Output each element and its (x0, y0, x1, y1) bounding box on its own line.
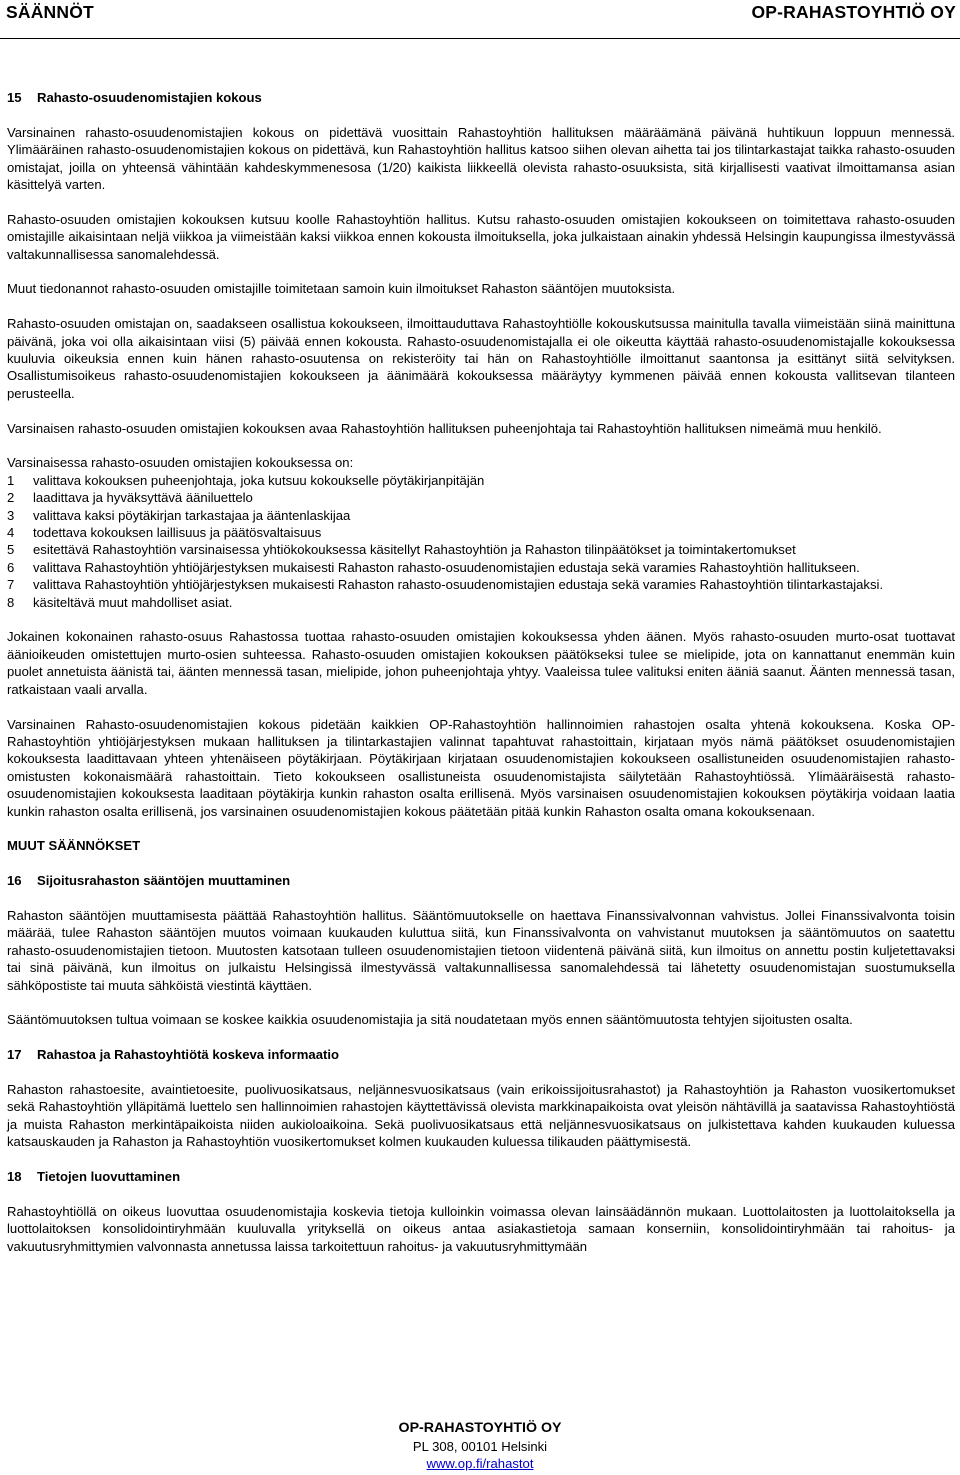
list-item: 7 valittava Rahastoyhtiön yhtiöjärjestyksen mukaisesti Rahaston rahasto-osuudenomistajien edustaja sekä varamies Rahastoyhtiön tilintarkastajaksi. (7, 577, 884, 593)
list-item: 2 laadittava ja hyväksyttävä ääniluettelo (7, 490, 253, 506)
other-rules-heading: MUUT SÄÄNNÖKSET (7, 838, 141, 854)
footer-website-link[interactable]: www.op.fi/rahastot (426, 1456, 534, 1472)
paragraph: Jokainen kokonainen rahasto-osuus Rahastossa tuottaa rahasto-osuuden omistajien kokouksessa yhden äänen. Myös rahasto-osuuden murto-osat tuottavat äänioikeuden omistettujen murto-osien suhteessa. Rahasto-osuuden omistajien kokouksen päätökseksi tulee se mielipide, jota on kannattanut enemmän kuin puolet annetuista äänistä tai, äänten mennessä tasan, mielipide, johon puheenjohtaja yhtyy. Vaaleissa tulee valituksi eniten ääniä saanut. Äänten mennessä tasan, ratkaistaan vaali arvalla. (7, 629, 955, 697)
document-type-label: SÄÄNNÖT (6, 2, 94, 22)
paragraph: Sääntömuutoksen tultua voimaan se koskee kaikkia osuudenomistajia ja sitä noudatetaan myös ennen sääntömuutosta tehtyjen sijoitusten osalta. (7, 1012, 853, 1028)
paragraph: Muut tiedonannot rahasto-osuuden omistajille toimitetaan samoin kuin ilmoitukset Rahaston sääntöjen muutoksista. (7, 281, 676, 297)
paragraph: Varsinainen Rahasto-osuudenomistajien kokous pidetään kaikkien OP-Rahastoyhtiön hallinnoimien rahastojen osalta yhtenä kokouksena. Koska OP-Rahastoyhtiön yhtiöjärjestyksen mukaan hallituksen ja tilintarkastajien valinnat tapahtuvat rahastoittain, kirjataan myös nämä päätökset osuudenomistajien kokouksesta laadittavaan yhteen yhtenäiseen pöytäkirjaan. Pöytäkirjaan kirjataan osuudenomistajien kokoukseen osallistuneiden osuudenomistajien rahasto-omistusten kokonaismäärä rahastoittain. Tieto kokoukseen osallistuneista osuudenomistajista säilytetään Rahastoyhtiössä. Ylimääräisestä rahasto-osuudenomistajien kokouksesta laaditaan pöytäkirja kunkin rahaston osalta erillisenä. Myös varsinaisen osuudenomistajien kokouksen pöytäkirja voidaan laatia kunkin rahaston osalta erillisenä, jos varsinainen osuudenomistajien kokous päätetään pitää kunkin Rahaston osalta omana kokouksenaan. (7, 716, 955, 819)
list-item: 3 valittava kaksi pöytäkirjan tarkastajaa ja ääntenlaskijaa (7, 507, 351, 523)
list-item: 6 valittava Rahastoyhtiön yhtiöjärjestyksen mukaisesti Rahaston rahasto-osuudenomistajien edustaja sekä varamies Rahastoyhtiön hallitukseen. (7, 559, 860, 575)
footer-address: PL 308, 00101 Helsinki (412, 1438, 548, 1454)
list-item: 4 todettava kokouksen laillisuus ja päätösvaltaisuus (7, 525, 322, 541)
company-name-header: OP-RAHASTOYHTIÖ OY (751, 2, 956, 22)
agenda-list (7, 454, 955, 611)
paragraph: Rahastoyhtiöllä on oikeus luovuttaa osuudenomistajia koskevia tietoja kulloinkin voimassa olevan lainsäädännön mukaan. Luottolaitosten ja luottolaitoksella ja luottolaitoksen konsolidointiryhmään kuuluvalla yrityksellä on oikeus antaa asiakastietoja samaan konserniin, konsolidointiryhmään tai rahoitus- ja vakuutusryhmittymien valvonnasta annetussa laissa tarkoitettuun rahoitus- ja vakuutusryhmittymään (7, 1203, 955, 1254)
section-15-heading: 15 Rahasto-osuudenomistajien kokous (7, 90, 262, 105)
agenda-list-intro: Varsinaisessa rahasto-osuuden omistajien kokouksessa on: (7, 455, 354, 471)
paragraph: Rahasto-osuuden omistajan on, saadakseen osallistua kokoukseen, ilmoittauduttava Rahastoyhtiölle kokouskutsussa mainitulla tavalla viimeistään siinä mainittuna päivänä, joka voi olla aikaisintaan viisi (5) päivää ennen kokousta. Rahasto-osuudenomistajalla ei ole oikeutta käyttää rahasto-osuudenomistajalle kokouksessa kuuluvia oikeuksia ennen kuin hänen rahasto-osuutensa on rekisteröity tai hän on Rahastoyhtiölle ilmoittanut saantonsa ja esittänyt siitä selvityksen. Osallistumisoikeus rahasto-osuudenomistajien kokoukseen ja äänimäärä kokouksessa määräytyy kymmenen päivää ennen kokousta vallitsevan tilanteen perusteella. (7, 316, 955, 401)
paragraph: Rahaston rahastoesite, avaintietoesite, puolivuosikatsaus, neljännesvuosikatsaus (vain erikoissijoitusrahastot) ja Rahastoyhtiön ja Rahaston vuosikertomukset sekä Rahastoyhtiön ylläpitämä luettelo sen hallinnoimien rahastojen käyttettävissä olevista markkinapaikoista ovat yleisön nähtävillä ja saatavissa Rahastoyhtiöstä ja muista Rahaston merkintäpaikoista niiden aukioloaikoina. Sekä puolivuosikatsaus että neljännesvuosikatsaus on julkistettava kahden kuukauden kuluessa katsauskauden ja Rahaston ja Rahastoyhtiön vuosikertomukset kolmen kuukauden kuluessa tilikauden päättymisestä. (7, 1081, 955, 1150)
page-footer (0, 1420, 960, 1473)
list-item: 1 valittava kokouksen puheenjohtaja, joka kutsuu kokoukselle pöytäkirjanpitäjän (7, 472, 485, 488)
paragraph: Varsinainen rahasto-osuudenomistajien kokous on pidettävä vuosittain Rahastoyhtiön hallituksen määräämänä päivänä huhtikuun loppuun mennessä. Ylimääräinen rahasto-osuudenomistajien kokous on pidettävä, kun Rahastoyhtiön hallitus katsoo siihen olevan aihetta tai jos tilintarkastajat taikka rahasto-osuuden omistajat, joilla on yhteensä vähintään kahdeskymmenesosa (1/20) kaikista liikkeellä olevista rahasto-osuuksista, sitä kirjallisesti vaativat ilmoittamansa asian käsittelyä varten. (7, 124, 955, 193)
document-body (7, 89, 955, 1272)
section-18-heading: 18 Tietojen luovuttaminen (7, 1168, 181, 1184)
footer-company: OP-RAHASTOYHTIÖ OY (398, 1420, 562, 1436)
section-16-heading: 16 Sijoitusrahaston sääntöjen muuttaminen (7, 873, 291, 889)
paragraph: Varsinaisen rahasto-osuuden omistajien kokouksen avaa Rahastoyhtiön hallituksen puheenjohtaja tai Rahastoyhtiön hallituksen nimeämä muu henkilö. (7, 420, 882, 436)
paragraph: Rahaston sääntöjen muuttamisesta päättää Rahastoyhtiön hallitus. Sääntömuutokselle on haettava Finanssivalvonnan vahvistus. Jollei Finanssivalvonta toisin määrää, tulee Rahaston sääntöjen muutos voimaan kuukauden kuluttua siitä, kun Finanssivalvonta on vahvistanut muutoksen ja sääntömuutos on saatettu rahasto-osuudenomistajien tietoon. Muutosten katsotaan tulleen osuudenomistajien tietoon viidentenä päivänä siitä, kun ilmoitus on annettu postin kuljetettavaksi tai sinä päivänä, kun ilmoitus on julkaistu Helsingissä ilmestyvässä valtakunnallisessa sanomalehdessä tai lähetetty osuudenomistajan suostumuksella sähköpostiste tai muuta sähköistä viestintä käyttäen. (7, 907, 955, 993)
page-header (0, 0, 960, 36)
section-17-heading: 17 Rahastoa ja Rahastoyhtiötä koskeva informaatio (7, 1047, 339, 1063)
list-item: 5 esitettävä Rahastoyhtiön varsinaisessa yhtiökokouksessa käsitellyt Rahastoyhtiön ja Rahaston tilinpäätökset ja toimintakertomukset (7, 542, 796, 558)
paragraph: Rahasto-osuuden omistajien kokouksen kutsuu koolle Rahastoyhtiön hallitus. Kutsu rahasto-osuuden omistajien kokoukseen on toimitettava rahasto-osuuden omistajille aikaisintaan neljä viikkoa ja viimeistään kaksi viikkoa ennen kokousta ilmoituksella, joka julkaistaan ainakin yhdessä Helsingin kaupungissa ilmestyvässä valtakunnallisessa sanomalehdessä. (7, 211, 955, 262)
header-divider (0, 38, 960, 39)
list-item: 8 käsiteltävä muut mahdolliset asiat. (7, 594, 233, 610)
